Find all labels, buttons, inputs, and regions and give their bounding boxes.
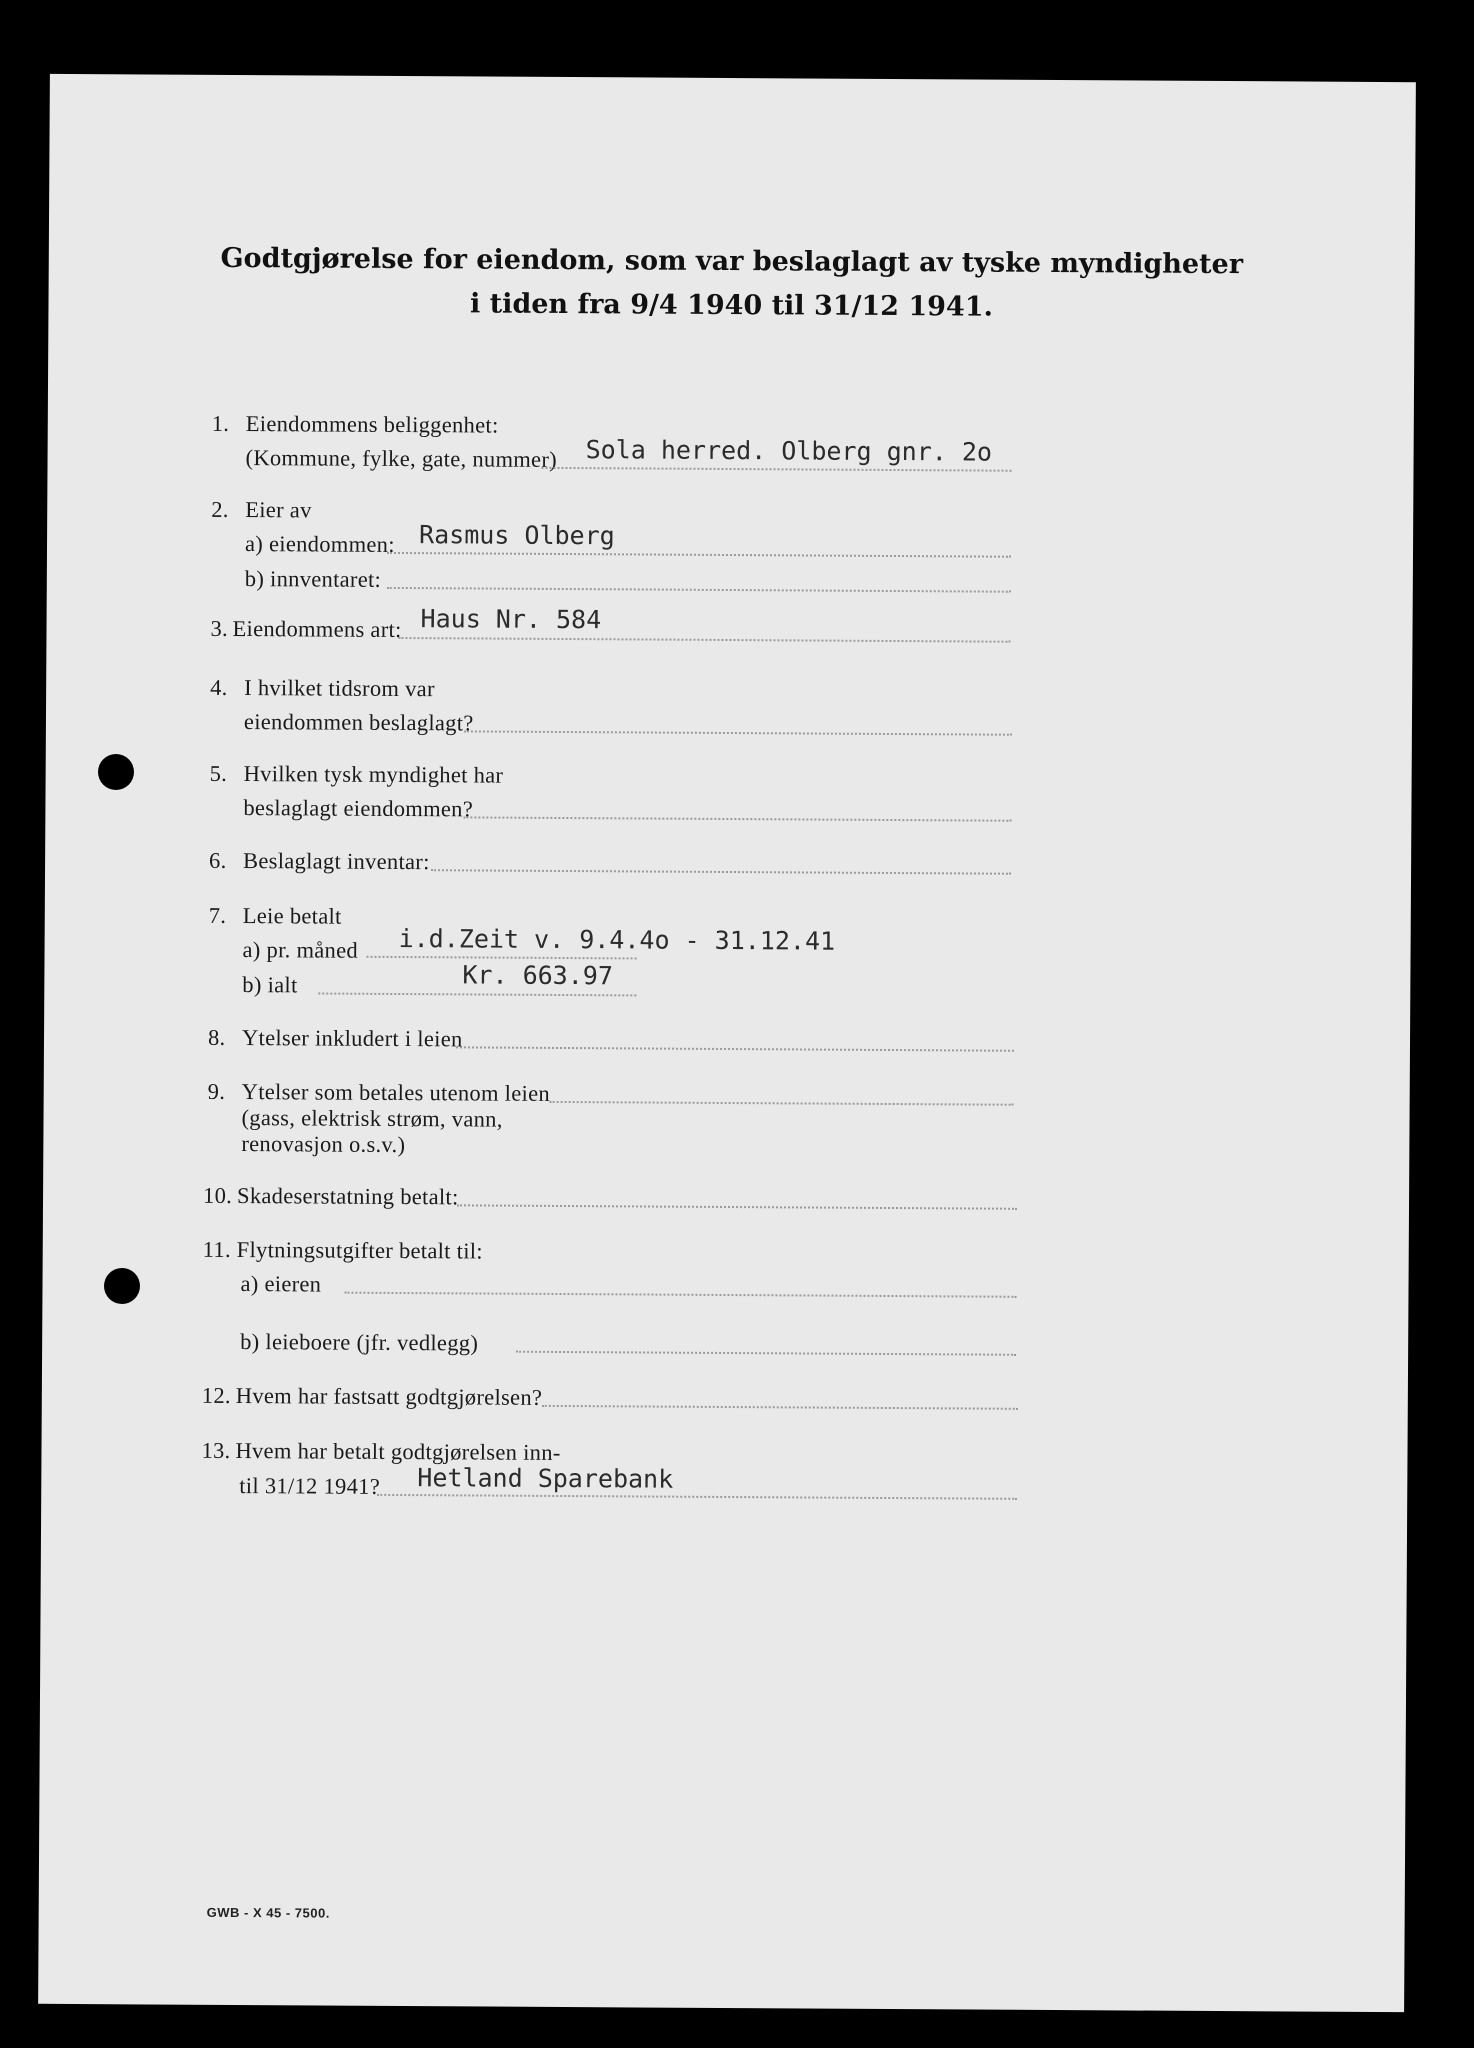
q4-label-line2: eiendommen beslaglagt? <box>243 709 474 736</box>
form-code-footer: GWB - X 45 - 7500. <box>206 1904 330 1921</box>
q7-label: 7. Leie betalt <box>208 902 342 929</box>
q11a-label: a) eieren <box>240 1271 322 1297</box>
q13-answer-line <box>377 1494 1017 1500</box>
q7b-answer-line <box>318 993 636 997</box>
q11b-answer-line[interactable] <box>516 1351 1016 1356</box>
q4-answer-line[interactable] <box>464 730 1012 735</box>
q1-answer[interactable]: Sola herred. Olberg gnr. 2o <box>585 435 993 467</box>
punch-hole-bottom <box>104 1268 140 1304</box>
q7a-answer[interactable]: i.d.Zeit v. 9.4.4o - 31.12.41 <box>398 923 836 956</box>
q6-answer-line[interactable] <box>431 869 1011 875</box>
q2b-label: b) innventaret: <box>244 566 382 592</box>
q2a-label: a) eiendommen: <box>244 531 395 557</box>
q13-answer[interactable]: Hetland Sparebank <box>417 1463 674 1494</box>
form-title-line1: Godtgjørelse for eiendom, som var beslaglagt av tyske myndigheter <box>220 242 1244 281</box>
q2a-answer-line <box>387 552 1011 558</box>
form-title-line2: i tiden fra 9/4 1940 til 31/12 1941. <box>469 288 994 323</box>
q7a-answer-line <box>367 956 637 960</box>
q12-label: 12. Hvem har fastsatt godtgjørelsen? <box>201 1382 543 1410</box>
q3-label: 3. Eiendommens art: <box>210 615 402 643</box>
q1-label-line2: (Kommune, fylke, gate, nummer) <box>245 445 558 472</box>
q9-label-line1: 9. Ytelser som betales utenom leien <box>207 1078 551 1106</box>
q2a-answer[interactable]: Rasmus Olberg <box>419 520 615 551</box>
q9-label-line3: renovasjon o.s.v.) <box>241 1131 406 1158</box>
q5-label-line1: 5. Hvilken tysk myndighet har <box>209 760 504 788</box>
q4-label-line1: 4. I hvilket tidsrom var <box>210 674 435 702</box>
q7b-answer[interactable]: Kr. 663.97 <box>462 960 614 991</box>
q7a-label: a) pr. måned <box>242 937 359 963</box>
q3-answer-line <box>398 637 1010 643</box>
q9-label-line2: (gass, elektrisk strøm, vann, <box>241 1105 503 1132</box>
q5-label-line2: beslaglagt eiendommen? <box>243 795 474 822</box>
q11-label: 11. Flytningsutgifter betalt til: <box>202 1236 483 1264</box>
q5-answer-line[interactable] <box>463 816 1011 821</box>
q1-label-line1: 1. Eiendommens beliggenhet: <box>211 410 499 438</box>
q9-answer-line[interactable] <box>550 1101 1014 1106</box>
q12-answer-line[interactable] <box>542 1405 1018 1410</box>
q10-label: 10. Skadeserstatning betalt: <box>202 1182 459 1210</box>
q3-answer[interactable]: Haus Nr. 584 <box>420 604 602 635</box>
q8-label: 8. Ytelser inkludert i leien <box>207 1024 463 1052</box>
q10-answer-line[interactable] <box>457 1204 1017 1209</box>
q7b-label: b) ialt <box>242 972 298 998</box>
form-page <box>38 74 1416 2012</box>
q2-label: 2. Eier av <box>211 496 312 523</box>
q11b-label: b) leieboere (jfr. vedlegg) <box>240 1329 479 1356</box>
q2b-answer-line[interactable] <box>387 587 1011 593</box>
q6-label: 6. Beslaglagt inventar: <box>209 847 430 875</box>
punch-hole-top <box>98 754 134 790</box>
q8-answer-line[interactable] <box>456 1046 1014 1051</box>
q13-label-line1: 13. Hvem har betalt godtgjørelsen inn- <box>201 1437 561 1465</box>
q1-answer-line <box>542 467 1012 472</box>
q13-label-line2: til 31/12 1941? <box>239 1473 381 1499</box>
q11a-answer-line[interactable] <box>344 1292 1016 1298</box>
